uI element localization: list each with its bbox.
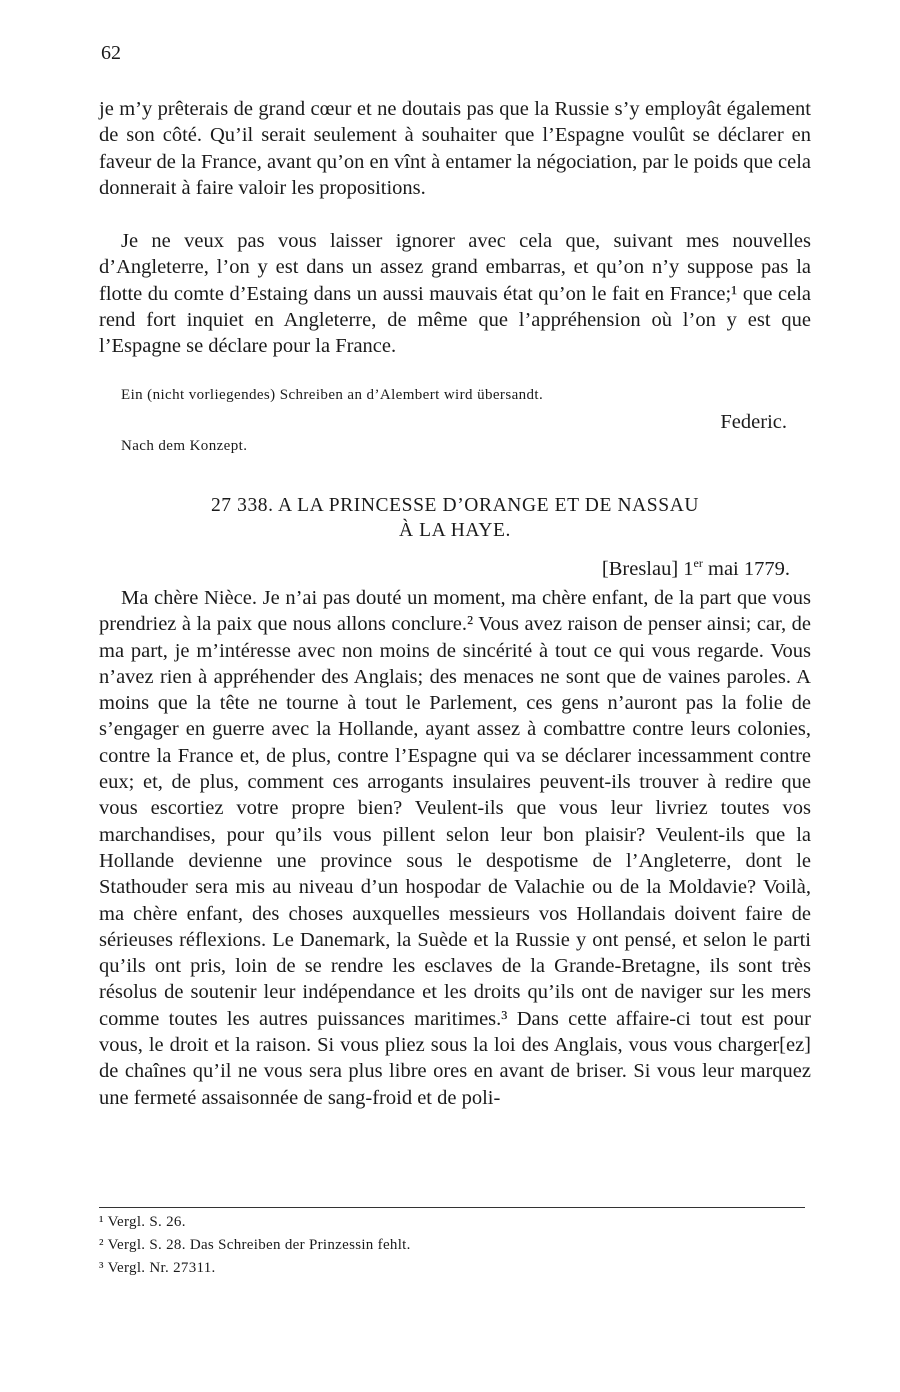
dateline — [602, 558, 790, 581]
footnote-rule — [99, 1207, 805, 1208]
paragraph-continuation: je m’y prêterais de grand cœur et ne doutais pas que la Russie s’y employât également de son côté. Qu’il serait seulement à souhaiter que l’Espagne voulût se déclarer en faveur de la France, avant qu’on en vînt à entamer la négociation, par le poids que cela donnerait à faire valoir les propositions. — [99, 98, 811, 199]
footnote-1: ¹ Vergl. S. 26. — [99, 1214, 186, 1230]
page-number: 62 — [101, 42, 121, 64]
dateline-date: mai 1779. — [702, 558, 790, 580]
footnote-2: ² Vergl. S. 28. Das Schreiben der Prinzessin fehlt. — [99, 1237, 411, 1253]
signature: Federic. — [720, 411, 787, 433]
paragraph-letter-body: Ma chère Nièce. Je n’ai pas douté un moment, ma chère enfant, de la part que vous prendriez à la paix que nous allons conclure.² Vous avez raison de penser ainsi; car, de ma part, je m’intéresse avec non moins de sincérité à tout ce qui vous regarde. Vous n’avez rien à appréhender des Anglais; des menaces ne sont que de vaines paroles. A moins que la tête ne tourne à tout le Parlement, ces gens n’auront pas la folie de s’engager en guerre avec la Hollande, ayant assez à combattre contre leurs colonies, contre la France et, de plus, contre l’Espagne qui va se déclarer incessamment contre eux; et, de plus, comment ces arrogants insulaires peuvent-ils trouver à redire que vous escortiez votre propre bien? Veulent-ils que vous leur livriez toutes vos marchandises, pour qu’ils vous pillent selon leur bon plaisir? Veulent-ils que la Hollande devienne une province sous le despotisme de l’Angleterre, dont le Stathouder sera mis au niveau d’un hospodar de Valachie ou de la Moldavie? Voilà, ma chère enfant, des choses auxquelles messieurs vos Hollandais doivent faire de sérieuses réflexions. Le Danemark, la Suède et la Russie y ont pensé, et selon le parti qu’ils ont pris, loin de se rendre les esclaves de la Grande-Bretagne, ils sont très résolus de soutenir leur indépendance et les droits qu’ils ont de naviger sur les mers comme toutes les autres puissances maritimes.³ Dans cette affaire-ci tout est pour vous, le droit et la raison. Si vous pliez sous la loi des Anglais, vous vous charger[ez] de chaînes qu’il ne vous sera plus libre ores en avant de briser. Si vous leur marquez une fermeté assaisonnée de sang-froid et de poli- — [99, 587, 811, 1109]
footnote-3: ³ Vergl. Nr. 27311. — [99, 1260, 216, 1276]
letter-heading-line-1: 27 338. A LA PRINCESSE D’ORANGE ET DE NASSAU — [210, 495, 700, 516]
dateline-place: [Breslau] 1 — [601, 558, 694, 580]
enclosure-note: Ein (nicht vorliegendes) Schreiben an d’Alembert wird übersandt. — [121, 387, 544, 403]
dateline-superscript: er — [693, 556, 703, 570]
paragraph-england-news: Je ne veux pas vous laisser ignorer avec cela que, suivant mes nouvelles d’Angleterre, l’on y est dans un assez grand embarras, et qu’on n’y suppose pas la flotte du comte d’Estaing dans un aussi mauvais état qu’on le fait en France;¹ que cela rend fort inquiet en Angleterre, de même que l’appréhension où l’on y est que l’Espagne se déclare pour la France. — [99, 230, 811, 358]
letter-heading-line-2: À LA HAYE. — [399, 520, 511, 541]
letter-heading — [99, 493, 811, 543]
source-note: Nach dem Konzept. — [121, 438, 248, 454]
